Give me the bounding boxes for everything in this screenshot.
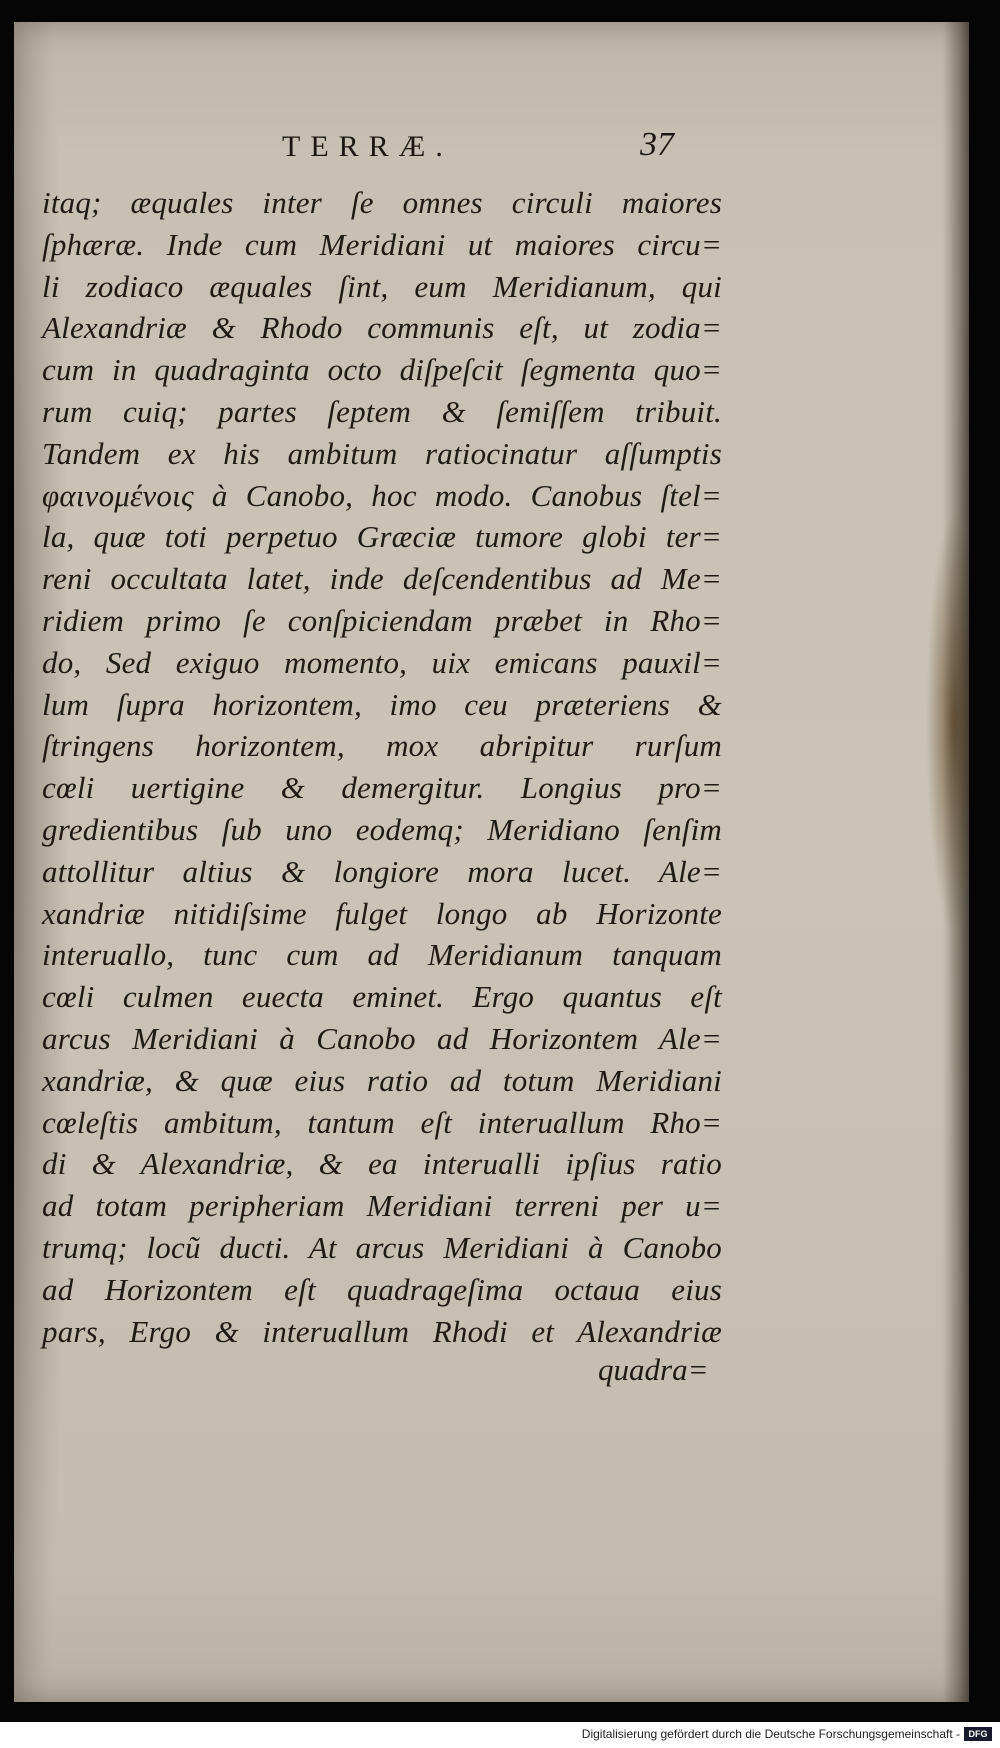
text-line: attollitur altius & longiore mora lucet. Ale= bbox=[42, 853, 722, 889]
text-line: pars, Ergo & interuallum Rhodi et Alexandriæ bbox=[42, 1313, 722, 1349]
text-line: ridiem primo ſe conſpiciendam præbet in Rho= bbox=[42, 602, 722, 638]
book-page bbox=[14, 22, 969, 1702]
page-edge-shadow bbox=[943, 22, 969, 1702]
text-line: cœli culmen euecta eminet. Ergo quantus eſt bbox=[42, 979, 722, 1015]
catchword: quadra= bbox=[598, 1352, 709, 1387]
text-line: la, quæ toti perpetuo Græciæ tumore globi ter= bbox=[42, 519, 722, 555]
text-line: interuallo, tunc cum ad Meridianum tanquam bbox=[42, 937, 722, 973]
digitization-footer bbox=[0, 1722, 1000, 1748]
text-line: cœleſtis ambitum, tantum eſt interuallum Rho= bbox=[42, 1104, 722, 1140]
text-line: Tandem ex his ambitum ratiocinatur aſſumptis bbox=[42, 435, 722, 471]
dfg-logo: DFG bbox=[964, 1727, 992, 1741]
text-line: trumq; locũ ducti. At arcus Meridiani à Canobo bbox=[42, 1229, 722, 1265]
text-line: arcus Meridiani à Canobo ad Horizontem Ale= bbox=[42, 1020, 722, 1056]
text-line: lum ſupra horizontem, imo ceu præteriens & bbox=[42, 686, 722, 722]
text-line: itaq; æquales inter ſe omnes circuli maiores bbox=[42, 185, 722, 220]
text-line: ad totam peripheriam Meridiani terreni per u= bbox=[42, 1188, 722, 1224]
text-line: xandriæ nitidiſsime fulget longo ab Horizonte bbox=[42, 895, 722, 931]
text-line: cum in quadraginta octo diſpeſcit ſegmenta quo= bbox=[42, 352, 722, 388]
text-line: do, Sed exiguo momento, uix emicans pauxil= bbox=[42, 644, 722, 680]
text-line: Alexandriæ & Rhodo communis eſt, ut zodia= bbox=[42, 310, 722, 346]
text-line: ſphæræ. Inde cum Meridiani ut maiores circu= bbox=[42, 226, 722, 262]
running-title: TERRÆ. bbox=[282, 130, 453, 163]
text-line: xandriæ, & quæ eius ratio ad totum Meridiani bbox=[42, 1062, 722, 1098]
body-text bbox=[42, 182, 722, 1352]
text-line: ſtringens horizontem, mox abripitur rurſum bbox=[42, 728, 722, 764]
running-head bbox=[14, 112, 969, 168]
funding-credit: Digitalisierung gefördert durch die Deutsche Forschungsgemeinschaft - bbox=[581, 1727, 960, 1741]
text-line: φαινομένοις à Canobo, hoc modo. Canobus ſtel= bbox=[42, 477, 722, 513]
text-line: gredientibus ſub uno eodemq; Meridiano ſenſim bbox=[42, 811, 722, 847]
page-number: 37 bbox=[640, 126, 674, 163]
text-line: di & Alexandriæ, & ea interualli ipſius ratio bbox=[42, 1146, 722, 1182]
text-line: li zodiaco æquales ſint, eum Meridianum, qui bbox=[42, 268, 722, 304]
text-line: cœli uertigine & demergitur. Longius pro= bbox=[42, 770, 722, 806]
text-line: rum cuiq; partes ſeptem & ſemiſſem tribuit. bbox=[42, 393, 722, 429]
text-line: reni occultata latet, inde deſcendentibus ad Me= bbox=[42, 561, 722, 597]
text-line: ad Horizontem eſt quadrageſima octaua eius bbox=[42, 1271, 722, 1307]
